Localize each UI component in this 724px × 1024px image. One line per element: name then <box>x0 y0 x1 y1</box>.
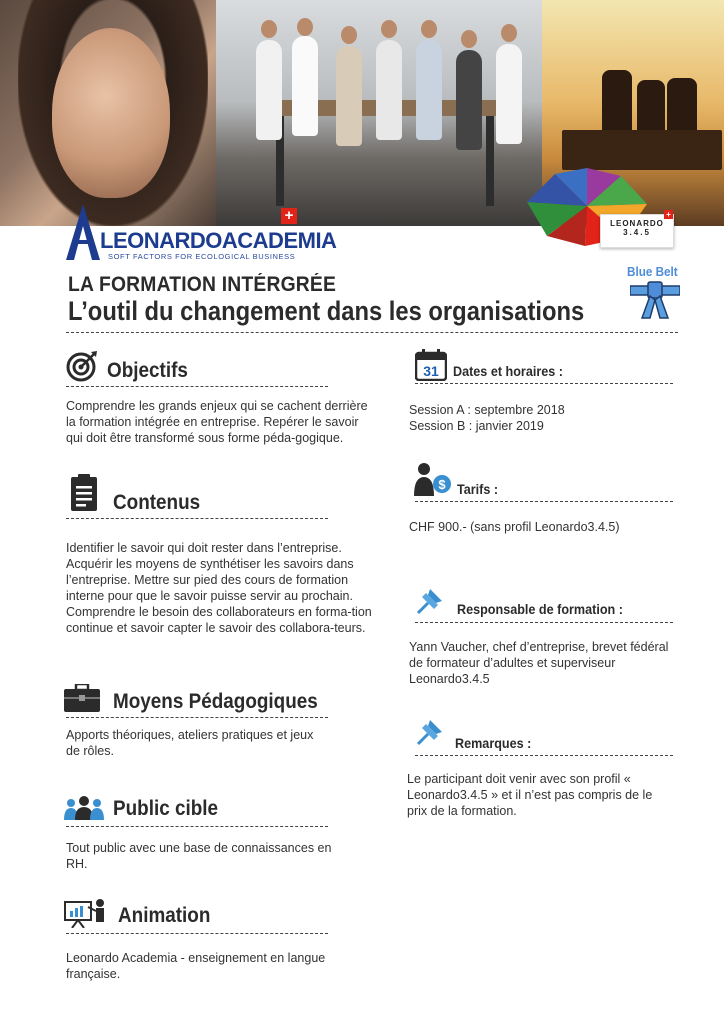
coin-symbol: $ <box>438 477 446 492</box>
badge-line2: 3.4.5 <box>623 228 651 237</box>
public-title: Public cible <box>113 797 219 820</box>
animation-text: Leonardo Academia - enseignement en langue française. <box>66 951 326 981</box>
dates-title: Dates et horaires : <box>453 363 563 379</box>
section-divider <box>66 717 328 718</box>
moyens-text: Apports théoriques, ateliers pratiques et jeux de rôles. <box>66 728 314 758</box>
page-title: LA FORMATION INTÉRGRÉE <box>68 273 337 296</box>
public-text: Tout public avec une base de connaissances en RH. <box>66 841 332 871</box>
objectifs-title: Objectifs <box>107 359 188 382</box>
pushpin-icon <box>416 716 446 746</box>
dates-session-b: Session B : janvier 2019 <box>409 419 544 433</box>
photo-person-head <box>461 30 477 48</box>
photo-table <box>562 130 722 170</box>
moyens-title: Moyens Pédagogiques <box>113 690 318 713</box>
tarifs-text: CHF 900.- (sans profil Leonardo3.4.5) <box>409 520 620 534</box>
photo-person <box>376 40 402 140</box>
contenus-text: Identifier le savoir qui doit rester dans l’entreprise. Acquérir les moyens de synthétiser les savoirs dans l’entreprise. Mettre sur pied des cours de formation interne pour que le savoir puisse servir au prochain. Comprendre le besoin des collaborateurs en forma-tion continue et savoir capter le savoir des collabora-teurs. <box>66 541 372 635</box>
photo-person <box>256 40 282 140</box>
leonardo-badge <box>600 214 674 248</box>
photo-person <box>292 36 318 136</box>
photo-person-head <box>381 20 397 38</box>
animation-title: Animation <box>118 904 211 927</box>
swiss-flag-icon: + <box>281 208 297 224</box>
remarques-text: Le participant doit venir avec son profil « Leonardo3.4.5 » et il n’est pas compris de le prix de la formation. <box>407 772 653 818</box>
pushpin-icon <box>416 585 446 615</box>
section-divider <box>415 622 673 623</box>
calendar-icon <box>415 349 447 381</box>
badge-line1: LEONARDO <box>610 219 664 228</box>
header-photo-woman <box>0 0 216 226</box>
presenter-icon <box>64 898 108 928</box>
price-person-icon <box>412 462 452 496</box>
photo-person-head <box>297 18 313 36</box>
section-divider <box>415 383 673 384</box>
photo-person-head <box>421 20 437 38</box>
badge-swiss-flag-icon: + <box>664 210 673 219</box>
blue-belt-icon <box>630 280 680 320</box>
brand-logo-icon <box>66 204 100 260</box>
header-photo-team <box>216 0 542 226</box>
section-divider <box>415 501 673 502</box>
responsable-text: Yann Vaucher, chef d’entreprise, brevet fédéral de formateur d’adultes et superviseur Leonardo3.4.5 <box>409 640 669 686</box>
dates-session-a: Session A : septembre 2018 <box>409 403 565 417</box>
target-icon <box>66 350 98 382</box>
section-divider <box>66 386 328 387</box>
photo-table-leg <box>486 116 494 206</box>
calendar-day: 31 <box>423 363 439 379</box>
photo-person <box>416 40 442 140</box>
section-divider <box>66 826 328 827</box>
responsable-title: Responsable de formation : <box>457 601 623 617</box>
section-divider <box>66 933 328 934</box>
photo-person <box>456 50 482 150</box>
section-divider <box>66 518 328 519</box>
photo-person-head <box>261 20 277 38</box>
title-divider <box>66 332 678 333</box>
photo-person <box>336 46 362 146</box>
brand-name: LEONARDOACADEMIA <box>100 228 337 253</box>
contenus-title: Contenus <box>113 491 201 514</box>
photo-face <box>52 28 170 198</box>
page-subtitle: L’outil du changement dans les organisations <box>68 296 585 326</box>
tarifs-title: Tarifs : <box>457 481 499 497</box>
photo-person-head <box>501 24 517 42</box>
objectifs-text: Comprendre les grands enjeux qui se cachent derrière la formation intégrée en entreprise. Repérer le savoir qui doit être transformé sous forme péda-gogique. <box>66 399 368 445</box>
section-divider <box>415 755 673 756</box>
remarques-title: Remarques : <box>455 735 532 751</box>
brand-tagline: SOFT FACTORS FOR ECOLOGICAL BUSINESS <box>108 252 296 261</box>
briefcase-icon <box>64 684 100 712</box>
photo-person <box>496 44 522 144</box>
document-icon <box>70 474 98 512</box>
photo-person-head <box>341 26 357 44</box>
people-icon <box>64 796 104 820</box>
belt-label: Blue Belt <box>627 264 678 279</box>
